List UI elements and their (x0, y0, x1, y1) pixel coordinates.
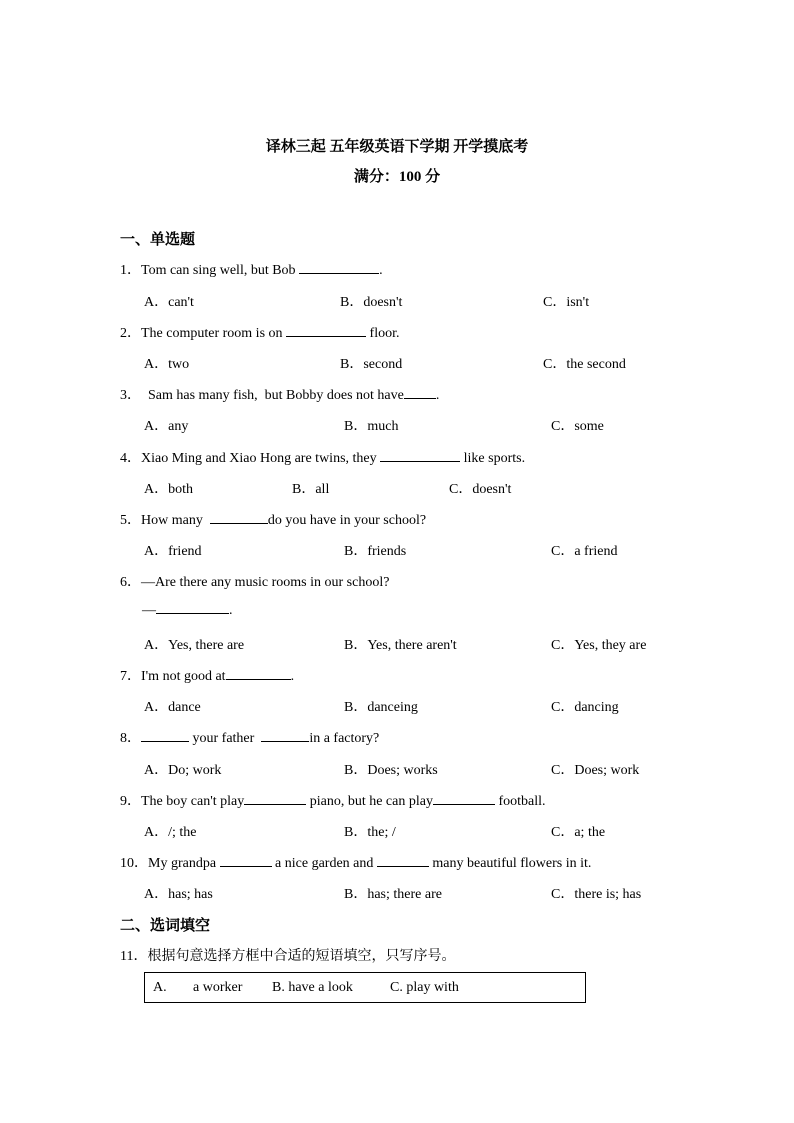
option-b[interactable]: B．Does; works (344, 763, 438, 778)
answer-blank[interactable] (220, 865, 272, 867)
option-a[interactable]: A．/; the (144, 825, 197, 840)
question-number: 1． (120, 263, 141, 278)
answer-blank[interactable] (141, 740, 189, 742)
answer-blank[interactable] (210, 522, 268, 524)
option-b[interactable]: B．doesn't (340, 295, 403, 310)
answer-blank[interactable] (286, 335, 366, 337)
answer-blank[interactable] (380, 460, 460, 462)
question-number: 8． (120, 731, 141, 746)
question-text: The computer room is on (141, 326, 287, 341)
option-b[interactable]: B．has; there are (344, 887, 442, 902)
option-a[interactable]: A．two (144, 357, 190, 372)
option-c[interactable]: C．Does; work (551, 763, 640, 778)
option-c[interactable]: C．a; the (551, 825, 606, 840)
question-number: 3． (120, 388, 141, 403)
question-text: My grandpa (148, 856, 220, 871)
answer-blank[interactable] (156, 612, 229, 614)
option-c[interactable]: C．the second (543, 357, 626, 372)
question-3 (120, 384, 439, 404)
question-10 (120, 852, 591, 872)
answer-blank[interactable] (433, 803, 495, 805)
question-text: . (290, 669, 295, 684)
question-5 (120, 509, 426, 529)
option-a[interactable]: A．Do; work (144, 763, 222, 778)
period: . (229, 603, 233, 618)
answer-blank[interactable] (404, 397, 436, 399)
option-a[interactable]: A．friend (144, 544, 202, 559)
question-number: 2． (120, 326, 141, 341)
question-number: 11． (120, 949, 148, 964)
question-text: in a factory? (309, 731, 380, 746)
word-option-a-text: a worker (193, 980, 243, 995)
answer-blank[interactable] (226, 678, 291, 680)
question-text: a nice garden and (271, 856, 377, 871)
option-b[interactable]: B．much (344, 419, 399, 434)
word-option-a-label: A. (153, 980, 167, 995)
word-option-b: B. have a look (272, 980, 353, 995)
question-text: Sam has many fish, but Bobby does not have (141, 388, 404, 403)
option-c[interactable]: C．there is; has (551, 887, 642, 902)
question-number: 4． (120, 451, 141, 466)
question-number: 5． (120, 513, 141, 528)
question-number: 9． (120, 794, 141, 809)
question-text: your father (189, 731, 262, 746)
word-box (144, 972, 586, 1003)
option-b[interactable]: B．second (340, 357, 403, 372)
option-b[interactable]: B．friends (344, 544, 407, 559)
question-text: How many (141, 513, 210, 528)
question-9 (120, 790, 546, 810)
option-b[interactable]: B．Yes, there aren't (344, 638, 457, 653)
option-a[interactable]: A．can't (144, 295, 194, 310)
answer-blank[interactable] (261, 740, 309, 742)
option-c[interactable]: C．a friend (551, 544, 618, 559)
option-a[interactable]: A．any (144, 419, 189, 434)
option-b[interactable]: B．all (292, 482, 330, 497)
page-subtitle: 满分：100 分 (353, 169, 441, 185)
question-1 (120, 259, 383, 279)
option-b[interactable]: B．the; / (344, 825, 396, 840)
question-text: football. (494, 794, 546, 809)
answer-blank[interactable] (377, 865, 429, 867)
question-text: Tom can sing well, but Bob (141, 263, 300, 278)
option-a[interactable]: A．Yes, there are (144, 638, 245, 653)
question-text: . (435, 388, 440, 403)
answer-blank[interactable] (244, 803, 306, 805)
option-b[interactable]: B．danceing (344, 700, 418, 715)
question-instruction: 根据句意选择方框中合适的短语填空，只写序号。 (147, 949, 456, 964)
question-7 (120, 665, 294, 685)
question-text: Xiao Ming and Xiao Hong are twins, they (141, 451, 381, 466)
question-text: The boy can't play (141, 794, 245, 809)
option-c[interactable]: C．some (551, 419, 604, 434)
section-heading-word-fill: 二、选词填空 (120, 918, 211, 934)
word-option-c: C. play with (390, 980, 459, 995)
question-text: . (379, 263, 383, 278)
question-text: do you have in your school? (267, 513, 427, 528)
section-heading-single-choice: 一、单选题 (120, 232, 196, 248)
question-text: I'm not good at (141, 669, 226, 684)
option-c[interactable]: C．Yes, they are (551, 638, 647, 653)
question-4 (120, 447, 525, 467)
question-2 (120, 322, 399, 342)
option-a[interactable]: A．has; has (144, 887, 213, 902)
question-text: floor. (366, 326, 400, 341)
question-number: 10． (120, 856, 148, 871)
option-c[interactable]: C．doesn't (449, 482, 512, 497)
answer-blank[interactable] (299, 272, 379, 274)
dash-prefix: — (142, 603, 156, 618)
question-11 (120, 945, 455, 965)
option-a[interactable]: A．both (144, 482, 193, 497)
question-text: like sports. (460, 451, 526, 466)
option-a[interactable]: A．dance (144, 700, 201, 715)
question-text: piano, but he can play (306, 794, 433, 809)
question-6 (120, 571, 389, 591)
question-text: —Are there any music rooms in our school? (141, 575, 390, 590)
option-c[interactable]: C．dancing (551, 700, 619, 715)
option-c[interactable]: C．isn't (543, 295, 590, 310)
page-title: 译林三起 五年级英语下学期 开学摸底考 (265, 139, 529, 155)
question-8 (120, 727, 379, 747)
question-number: 6． (120, 575, 141, 590)
question-number: 7． (120, 669, 141, 684)
question-text: many beautiful flowers in it. (428, 856, 592, 871)
question-6-answer-line (142, 603, 233, 619)
